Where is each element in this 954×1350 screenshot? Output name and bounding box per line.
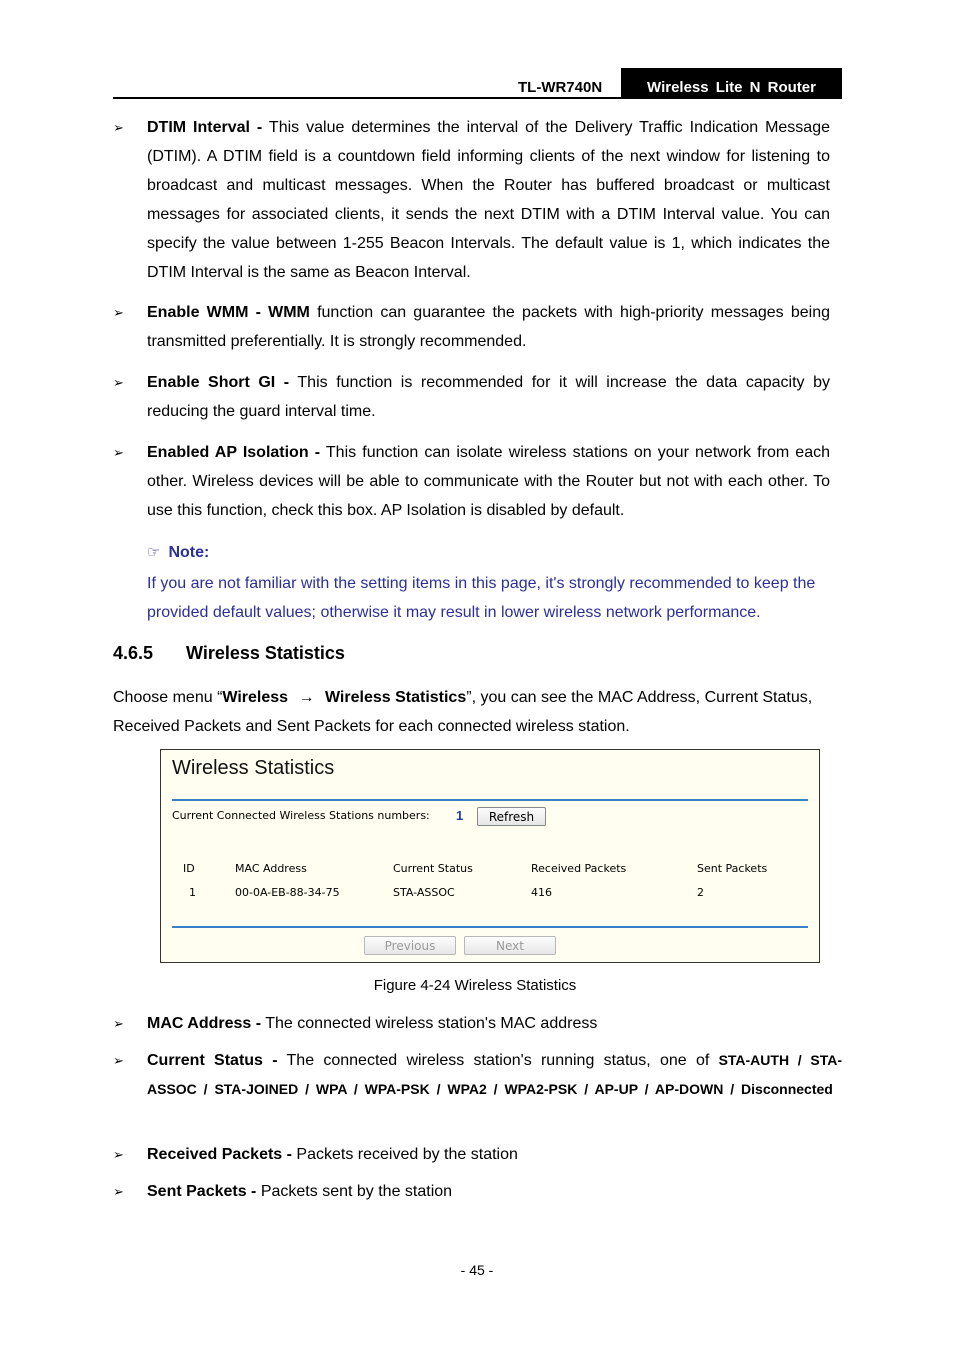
bullet-arrow-icon: ➢ bbox=[113, 305, 124, 320]
bullet-term: MAC Address - bbox=[147, 1015, 262, 1032]
station-count-label: Current Connected Wireless Stations numbers: bbox=[172, 809, 430, 822]
intro-prefix: Choose menu “ bbox=[113, 689, 223, 706]
pointing-hand-icon: ☞ bbox=[147, 544, 161, 561]
figure-bottom-rule bbox=[172, 926, 808, 928]
intro-paragraph bbox=[113, 683, 842, 741]
figure-caption-text: Figure 4-24 Wireless Statistics bbox=[373, 977, 577, 994]
status-list: STA-AUTH / STA-ASSOC / STA-JOINED / WPA / WPA-PSK / WPA2 / WPA2-PSK / AP-UP / AP-DOWN / Disconnected bbox=[147, 1052, 842, 1097]
bullet-mac-address bbox=[113, 1009, 842, 1038]
menu-wireless-statistics: Wireless Statistics bbox=[324, 689, 467, 706]
column-header-sent: Sent Packets bbox=[697, 862, 768, 875]
bullet-sent-packets bbox=[113, 1177, 842, 1206]
next-button[interactable]: Next bbox=[464, 936, 556, 955]
bullet-text: Packets received by the station bbox=[291, 1146, 518, 1163]
note-title: Note: bbox=[168, 544, 210, 561]
bullet-enable-wmm bbox=[113, 298, 830, 356]
bullet-text: The connected wireless station's MAC address bbox=[261, 1015, 598, 1032]
cell-sent: 2 bbox=[697, 886, 704, 899]
cell-status: STA-ASSOC bbox=[393, 886, 455, 899]
note-text: If you are not familiar with the setting items in this page, it's strongly recommended to keep the provided default values; otherwise it may result in lower wireless network performance. bbox=[147, 575, 816, 621]
note-block bbox=[147, 538, 830, 627]
bullet-arrow-icon: ➢ bbox=[113, 1053, 124, 1068]
menu-wireless: Wireless bbox=[222, 689, 289, 706]
column-header-mac: MAC Address bbox=[235, 862, 307, 875]
bullet-term: Current Status - bbox=[147, 1052, 278, 1069]
cell-mac: 00-0A-EB-88-34-75 bbox=[235, 886, 340, 899]
header-product-title: Wireless Lite N Router bbox=[621, 68, 842, 99]
wireless-statistics-screenshot bbox=[160, 749, 820, 963]
header-model: TL-WR740N bbox=[518, 79, 603, 96]
section-heading bbox=[113, 643, 345, 664]
column-header-status: Current Status bbox=[393, 862, 473, 875]
bullet-text: This function can isolate wireless stations on your network from each other. Wireless devices will be able to communicate with the Router but not with each other. To use this function, check this box. AP Isolation is disabled by default. bbox=[147, 444, 830, 519]
figure-caption bbox=[0, 977, 954, 994]
bullet-received-packets bbox=[113, 1140, 842, 1169]
bullet-term: Enable WMM - WMM bbox=[147, 304, 310, 321]
figure-top-rule bbox=[172, 799, 808, 801]
bullet-arrow-icon: ➢ bbox=[113, 445, 124, 460]
cell-id: 1 bbox=[189, 886, 196, 899]
intro-suffix: ”, you can see the MAC Address, Current Status, Received Packets and Sent Packets for each connected wireless station. bbox=[113, 689, 813, 735]
bullet-arrow-icon: ➢ bbox=[113, 1016, 124, 1031]
bullet-ap-isolation bbox=[113, 438, 830, 525]
refresh-button[interactable]: Refresh bbox=[477, 807, 546, 826]
column-header-id: ID bbox=[183, 862, 195, 875]
bullet-enable-short-gi bbox=[113, 368, 830, 426]
bullet-arrow-icon: ➢ bbox=[113, 1147, 124, 1162]
bullet-term: Received Packets - bbox=[147, 1146, 292, 1163]
cell-received: 416 bbox=[531, 886, 552, 899]
column-header-received: Received Packets bbox=[531, 862, 627, 875]
bullet-term: Enabled AP Isolation - bbox=[147, 444, 321, 461]
bullet-text: This function is recommended for it will increase the data capacity by reducing the guard interval time. bbox=[147, 374, 830, 420]
bullet-text: Packets sent by the station bbox=[256, 1183, 453, 1200]
bullet-term: Enable Short GI - bbox=[147, 374, 290, 391]
menu-arrow-icon: → bbox=[298, 689, 315, 706]
station-count-value: 1 bbox=[456, 808, 464, 823]
bullet-arrow-icon: ➢ bbox=[113, 1184, 124, 1199]
section-number: 4.6.5 bbox=[113, 643, 154, 663]
bullet-term: Sent Packets - bbox=[147, 1183, 257, 1200]
bullet-text: The connected wireless station's running status, one of bbox=[277, 1052, 719, 1069]
header-divider bbox=[113, 97, 842, 99]
section-title: Wireless Statistics bbox=[186, 643, 345, 663]
figure-title: Wireless Statistics bbox=[172, 757, 335, 779]
bullet-dtim-interval bbox=[113, 113, 830, 287]
bullet-arrow-icon: ➢ bbox=[113, 375, 124, 390]
bullet-text: This value determines the interval of the Delivery Traffic Indication Message (DTIM). A DTIM field is a countdown field informing clients of the next window for listening to broadcast and multicast messages. When the Router has buffered broadcast or multicast messages for associated clients, it sends the next DTIM with a DTIM Interval value. You can specify the value between 1-255 Beacon Intervals. The default value is 1, which indicates the DTIM Interval is the same as Beacon Interval. bbox=[147, 119, 831, 281]
previous-button[interactable]: Previous bbox=[364, 936, 456, 955]
page-number: - 45 - bbox=[460, 1262, 494, 1278]
bullet-text: function can guarantee the packets with high-priority messages being transmitted preferentially. It is strongly recommended. bbox=[147, 304, 831, 350]
bullet-term: DTIM Interval - bbox=[147, 119, 263, 136]
bullet-current-status bbox=[113, 1046, 842, 1104]
bullet-arrow-icon: ➢ bbox=[113, 120, 124, 135]
